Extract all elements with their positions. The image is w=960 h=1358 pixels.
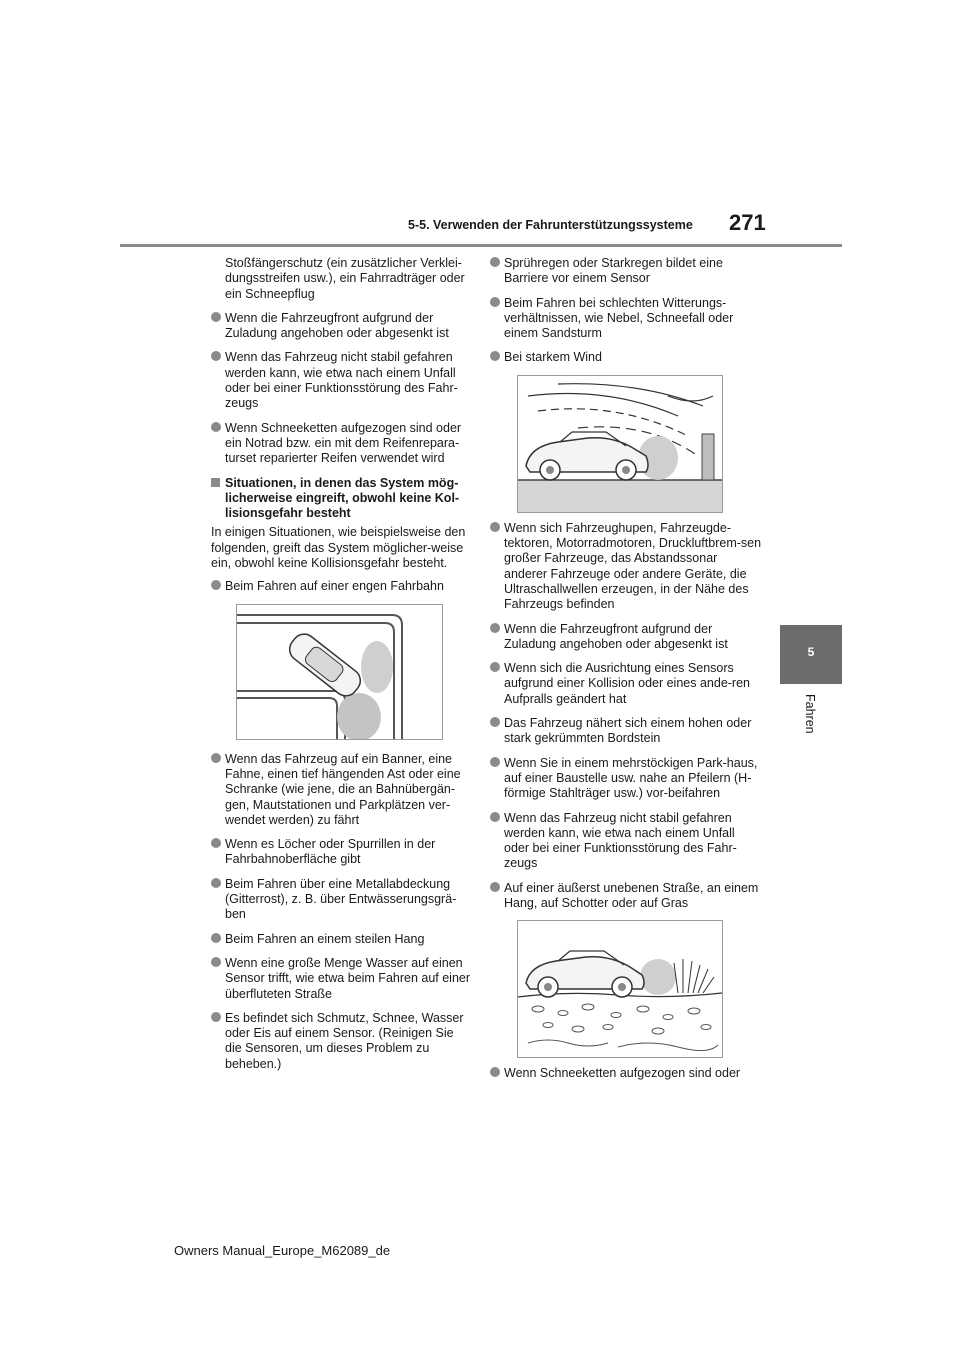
list-item: Sprühregen oder Starkregen bildet eine Barriere vor einem Sensor bbox=[490, 256, 762, 287]
list-item: Es befindet sich Schmutz, Schnee, Wasser oder Eis auf einem Sensor. (Reinigen Sie die Sensoren, um dieses Problem zu beheben.) bbox=[211, 1011, 473, 1072]
list-item: Beim Fahren bei schlechten Witterungs-verhältnissen, wie Nebel, Schneefall oder einem Sandsturm bbox=[490, 296, 762, 342]
list-item: Wenn Schneeketten aufgezogen sind oder ein Notrad bzw. ein mit dem Reifenrepara-turset reparierter Reifen verwendet wird bbox=[211, 421, 473, 467]
intro-paragraph: In einigen Situationen, wie beispielsweise den folgenden, greift das System möglicher-weise ein, obwohl keine Kollisionsgefahr besteht. bbox=[211, 525, 466, 571]
bullet-icon bbox=[211, 957, 221, 967]
left-column bbox=[211, 256, 473, 1081]
header-rule bbox=[120, 244, 842, 247]
list-item: Wenn sich die Ausrichtung eines Sensors aufgrund einer Kollision oder eines ande-ren Aufpralls geändert hat bbox=[490, 661, 762, 707]
bullet-icon bbox=[490, 757, 500, 767]
list-item: Wenn die Fahrzeugfront aufgrund der Zuladung angehoben oder abgesenkt ist bbox=[211, 311, 473, 342]
bullet-icon bbox=[490, 882, 500, 892]
list-item: Bei starkem Wind bbox=[490, 350, 762, 365]
footer-text: Owners Manual_Europe_M62089_de bbox=[174, 1243, 391, 1258]
list-item: Auf einer äußerst unebenen Straße, an einem Hang, auf Schotter oder auf Gras bbox=[490, 881, 762, 912]
bullet-icon bbox=[490, 351, 500, 361]
list-item: Beim Fahren auf einer engen Fahrbahn bbox=[211, 579, 473, 594]
bullet-icon bbox=[490, 717, 500, 727]
rough-road-illustration bbox=[517, 920, 723, 1058]
bullet-icon bbox=[211, 422, 221, 432]
bullet-icon bbox=[490, 662, 500, 672]
list-item: Wenn Schneeketten aufgezogen sind oder bbox=[490, 1066, 762, 1081]
chapter-label: Fahren bbox=[803, 694, 817, 734]
list-item: Beim Fahren über eine Metallabdeckung (Gitterrost), z. B. über Entwässerungsgrä-ben bbox=[211, 877, 473, 923]
list-item: Wenn sich Fahrzeughupen, Fahrzeugde-tektoren, Motorradmotoren, Druckluftbrem-sen großer Fahrzeuge, das Abstandssonar anderer Fahrzeuge oder andere Geräte, die Ultraschallwellen erzeugen, in der Nähe des Fahrzeugs befinden bbox=[490, 521, 762, 613]
right-column bbox=[490, 256, 762, 1091]
list-item: Beim Fahren an einem steilen Hang bbox=[211, 932, 473, 947]
list-item: Wenn es Löcher oder Spurrillen in der Fahrbahnoberfläche gibt bbox=[211, 837, 473, 868]
list-item: Wenn Sie in einem mehrstöckigen Park-haus, auf einer Baustelle usw. nahe an Pfeilern (H-förmige Stahlträger usw.) vor-beifahren bbox=[490, 756, 762, 802]
bullet-icon bbox=[211, 753, 221, 763]
bullet-icon bbox=[490, 297, 500, 307]
list-item: Das Fahrzeug nähert sich einem hohen oder stark gekrümmten Bordstein bbox=[490, 716, 762, 747]
bullet-icon bbox=[490, 522, 500, 532]
bullet-icon bbox=[211, 351, 221, 361]
strong-wind-illustration bbox=[517, 375, 723, 513]
narrow-road-illustration bbox=[236, 604, 443, 740]
bullet-icon bbox=[211, 838, 221, 848]
section-heading: Situationen, in denen das System mög-licherweise eingreift, obwohl keine Kol-lisionsgefahr besteht bbox=[211, 476, 473, 522]
heading-square-icon bbox=[211, 478, 220, 487]
list-item: Wenn das Fahrzeug auf ein Banner, eine Fahne, einen tief hängenden Ast oder eine Schranke (wie jene, die an Bahnübergän-gen, Mautstationen und Parkplätzen ver-wendet werden) zu fährt bbox=[211, 752, 473, 828]
list-item: Wenn das Fahrzeug nicht stabil gefahren werden kann, wie etwa nach einem Unfall oder bei einer Funktionsstörung des Fahr-zeugs bbox=[211, 350, 473, 411]
bullet-icon bbox=[490, 623, 500, 633]
chapter-number: 5 bbox=[807, 645, 815, 659]
page-number: 271 bbox=[729, 210, 766, 235]
bullet-icon bbox=[211, 312, 221, 322]
bullet-icon bbox=[490, 812, 500, 822]
bullet-icon bbox=[490, 1067, 500, 1077]
section-title: 5-5. Verwenden der Fahrunterstützungssysteme bbox=[408, 218, 693, 232]
list-item: Wenn eine große Menge Wasser auf einen Sensor trifft, wie etwa beim Fahren auf einer überfluteten Straße bbox=[211, 956, 473, 1002]
continued-text: Stoßfängerschutz (ein zusätzlicher Verklei-dungsstreifen usw.), ein Fahrradträger oder ein Schneepflug bbox=[225, 256, 465, 301]
list-item: Wenn das Fahrzeug nicht stabil gefahren werden kann, wie etwa nach einem Unfall oder bei einer Funktionsstörung des Fahr-zeugs bbox=[490, 811, 762, 872]
bullet-icon bbox=[490, 257, 500, 267]
bullet-icon bbox=[211, 933, 221, 943]
list-item: Wenn die Fahrzeugfront aufgrund der Zuladung angehoben oder abgesenkt ist bbox=[490, 622, 762, 653]
bullet-icon bbox=[211, 878, 221, 888]
bullet-icon bbox=[211, 1012, 221, 1022]
bullet-icon bbox=[211, 580, 221, 590]
